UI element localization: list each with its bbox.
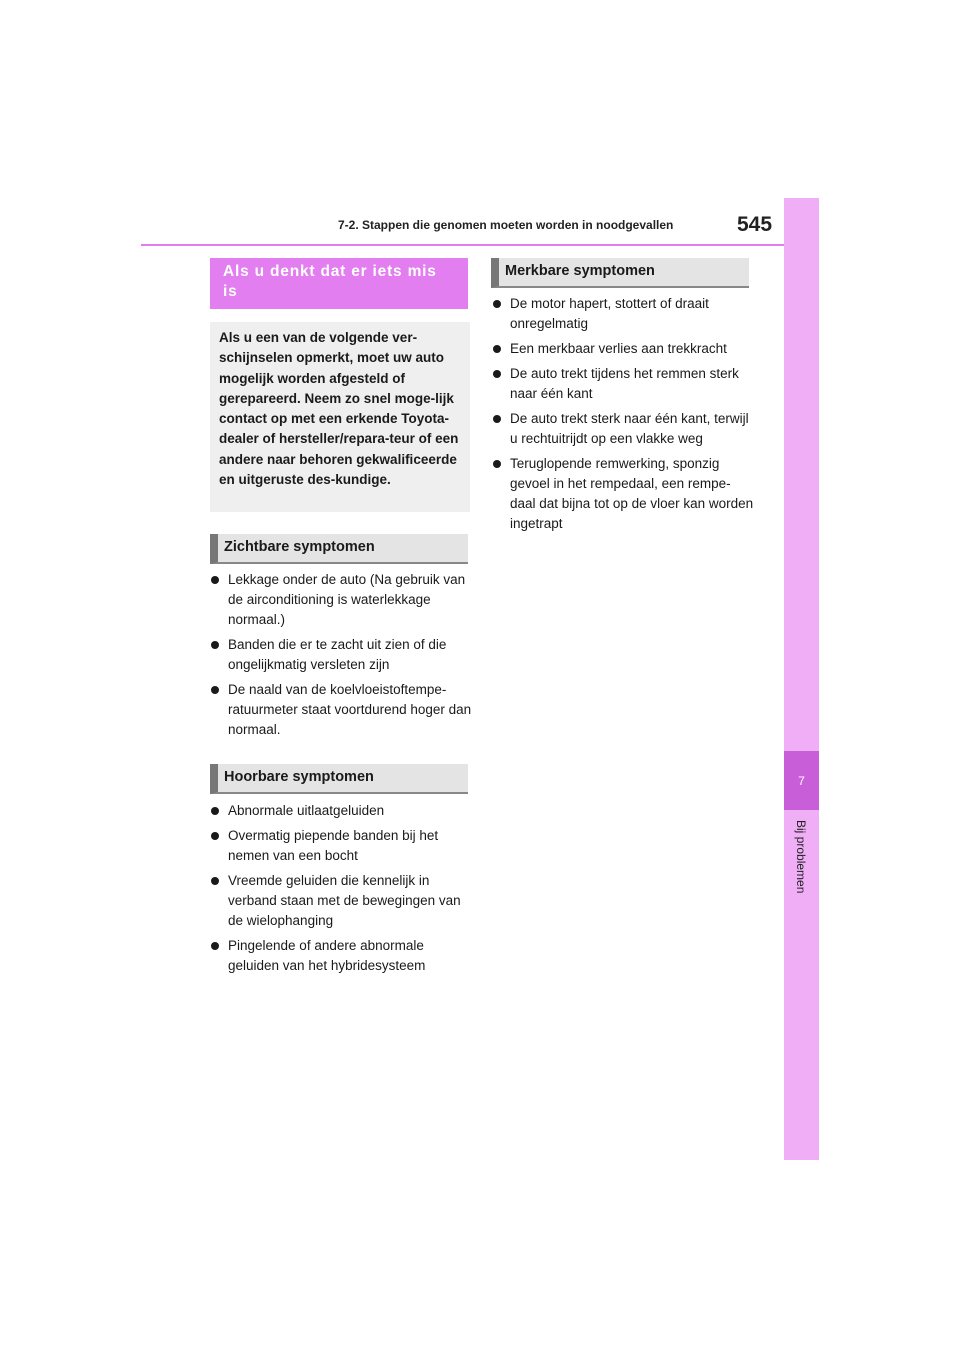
- list-item: Vreemde geluiden die kennelijk in verband staan met de bewegingen van de wielophanging: [211, 871, 473, 931]
- main-heading-box: [210, 258, 468, 309]
- list-item: De auto trekt tijdens het remmen sterk naar één kant: [493, 364, 755, 404]
- visible-symptoms-list: [211, 570, 473, 740]
- audible-symptoms-heading: Hoorbare symptomen: [210, 764, 468, 794]
- intro-text: Als u een van de volgende ver-schijnselen opmerkt, moet uw auto mogelijk worden afgesteld of gerepareerd. Neem zo snel moge-lijk contact op met een erkende Toyota-dealer of hersteller/repara-teur of een andere naar behoren gekwalificeerde en uitgeruste des-kundige.: [219, 330, 459, 488]
- list-item: Abnormale uitlaatgeluiden: [211, 801, 473, 821]
- list-item: Lekkage onder de auto (Na gebruik van de airconditioning is waterlekkage normaal.): [211, 570, 473, 630]
- header-rule: [141, 244, 784, 246]
- list-item: Een merkbaar verlies aan trekkracht: [493, 339, 755, 359]
- audible-symptoms-list: [211, 801, 473, 976]
- chapter-label: Bij problemen: [794, 820, 808, 894]
- chapter-side-tab: [784, 198, 819, 1160]
- intro-box: [210, 322, 470, 512]
- list-item: De motor hapert, stottert of draait onregelmatig: [493, 294, 755, 334]
- page-number: 545: [737, 213, 773, 236]
- list-item: De auto trekt sterk naar één kant, terwijl u rechtuitrijdt op een vlakke weg: [493, 409, 755, 449]
- list-item: Overmatig piepende banden bij het nemen van een bocht: [211, 826, 473, 866]
- list-item: De naald van de koelvloeistoftempe-ratuurmeter staat voortdurend hoger dan normaal.: [211, 680, 473, 740]
- list-item: Pingelende of andere abnormale geluiden van het hybridesysteem: [211, 936, 473, 976]
- main-heading: Als u denkt dat er iets mis is: [223, 263, 437, 300]
- list-item: Banden die er te zacht uit zien of die ongelijkmatig versleten zijn: [211, 635, 473, 675]
- visible-symptoms-heading: Zichtbare symptomen: [210, 534, 468, 564]
- noticeable-symptoms-list: [493, 294, 755, 534]
- list-item: Teruglopende remwerking, sponzig gevoel in het rempedaal, een rempe-daal dat bijna tot op de vloer kan worden ingetrapt: [493, 454, 755, 534]
- chapter-number: 7: [784, 751, 819, 810]
- section-header: 7-2. Stappen die genomen moeten worden in noodgevallen: [338, 218, 674, 232]
- noticeable-symptoms-heading: Merkbare symptomen: [491, 258, 749, 288]
